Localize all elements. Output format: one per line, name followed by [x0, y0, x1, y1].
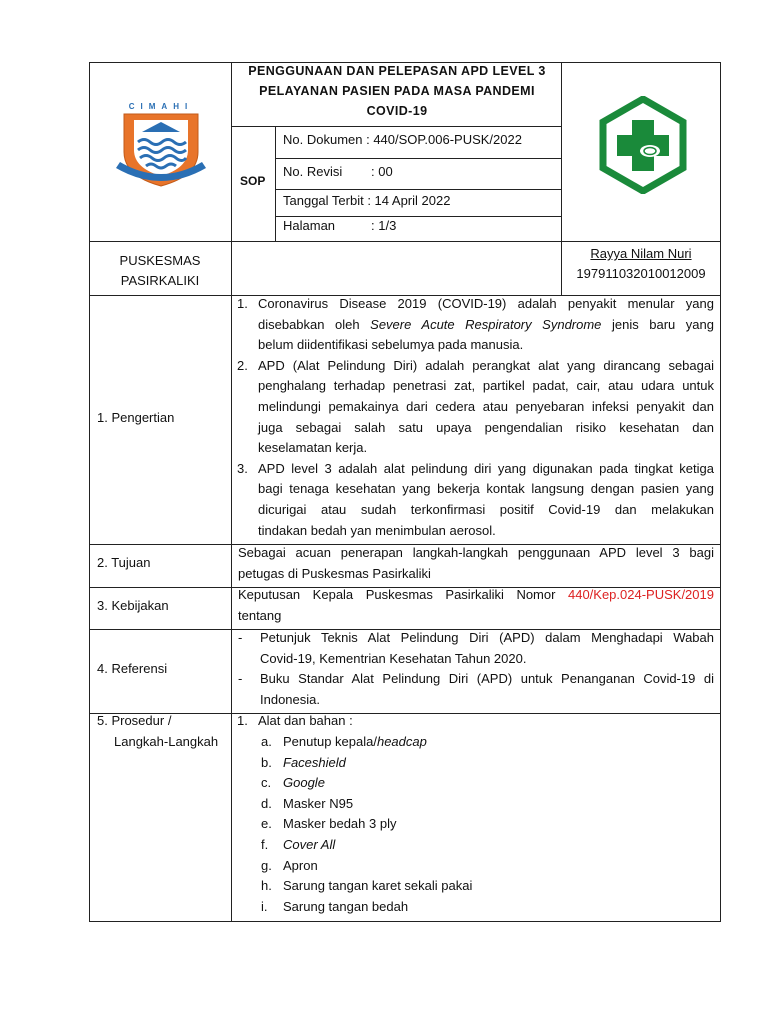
definition-text: disebabkan oleh: [258, 316, 360, 332]
material-item: [261, 876, 472, 897]
definition-item-number: 3.: [237, 460, 248, 476]
revision-value: : 00: [371, 164, 393, 179]
material-letter: c.: [261, 775, 272, 791]
section-label-definition: 1. Pengertian: [97, 410, 175, 425]
material-item: [261, 897, 408, 918]
material-text: Sarung tangan karet sekali pakai: [283, 878, 473, 894]
sop-label: SOP: [240, 174, 266, 188]
material-text: Masker bedah 3 ply: [283, 816, 397, 832]
definition-line: bagi tenaga kesehatan yang bekerja kontak langsung dengan pasien yang: [258, 481, 714, 497]
svg-text:CIMAHI: CIMAHI: [128, 102, 194, 111]
policy-text: Keputusan Kepala Puskesmas Pasirkaliki Nomor: [238, 587, 556, 602]
revision-label: No. Revisi: [283, 164, 343, 179]
section-label-references: 4. Referensi: [97, 661, 168, 676]
definition-text: jenis baru yang: [611, 316, 714, 332]
material-letter: f.: [261, 837, 269, 852]
section-label-procedure-sub: Langkah-Langkah: [114, 734, 219, 749]
institution-name-line1: PUSKESMAS: [119, 253, 201, 268]
definition-line: Coronavirus Disease 2019 (COVID-19) adalah penyakit menular yang: [258, 296, 714, 311]
definition-line: dicurigai atau sudah terkonfirmasi positif Covid-19 dan melakukan: [258, 502, 714, 517]
definition-item-number: 1.: [237, 296, 248, 311]
material-letter: e.: [261, 816, 272, 832]
material-text: Apron: [283, 857, 318, 873]
reference-line: Covid-19, Kementrian Kesehatan Tahun 2020.: [260, 650, 527, 666]
material-letter: d.: [261, 795, 272, 811]
material-item: [261, 753, 346, 774]
material-italic: Cover All: [283, 837, 336, 852]
head-name: Rayya Nilam Nuri: [590, 246, 692, 261]
policy-tail: tentang: [238, 607, 282, 623]
material-item: [261, 794, 353, 815]
material-item: [261, 835, 335, 856]
section-label-purpose: 2. Tujuan: [97, 555, 151, 570]
section-label-procedure: 5. Prosedur /: [97, 713, 172, 728]
material-italic: headcap: [376, 734, 427, 749]
policy-line: [238, 585, 714, 606]
material-text: Penutup kepala/: [283, 734, 377, 749]
procedure-step-title: Alat dan bahan :: [258, 713, 353, 728]
material-text: Sarung tangan bedah: [283, 898, 409, 914]
definition-line: [258, 315, 714, 336]
definition-line: APD level 3 adalah alat pelindung diri yang digunakan pada tingkat ketiga: [258, 460, 714, 476]
material-text: Masker N95: [283, 795, 354, 811]
reference-bullet: -: [238, 671, 243, 687]
definition-line: tindakan bedah yan menimbulan aerosol.: [258, 522, 496, 538]
document-title-line1: PENGGUNAAN DAN PELEPASAN APD LEVEL 3: [248, 64, 546, 78]
head-nip: 197911032010012009: [576, 266, 706, 281]
reference-line: Petunjuk Teknis Alat Pelindung Diri (APD) dalam Menghadapi Wabah: [260, 630, 714, 645]
material-letter: b.: [261, 754, 272, 770]
puskesmas-logo: [594, 96, 692, 194]
page-value: : 1/3: [371, 218, 397, 233]
material-italic: Google: [283, 775, 325, 791]
definition-italic-term: Severe Acute Respiratory Syndrome: [370, 316, 602, 332]
document-title-line2: PELAYANAN PASIEN PADA MASA PANDEMI: [259, 84, 535, 98]
purpose-line: Sebagai acuan penerapan langkah-langkah penggunaan APD level 3 bagi: [238, 545, 714, 560]
material-item: [261, 773, 325, 794]
procedure-step-number: 1.: [237, 713, 248, 728]
definition-line: belum diidentifikasi sebelumya pada manusia.: [258, 337, 524, 353]
policy-decree-number: 440/Kep.024-PUSK/2019: [567, 587, 714, 602]
section-label-policy: 3. Kebijakan: [97, 598, 169, 613]
material-item: [261, 732, 427, 753]
purpose-line: petugas di Puskesmas Pasirkaliki: [238, 565, 431, 581]
material-letter: h.: [261, 878, 272, 894]
material-item: [261, 856, 318, 877]
doc-number: No. Dokumen : 440/SOP.006-PUSK/2022: [283, 132, 522, 147]
material-item: [261, 814, 396, 835]
page-label: Halaman: [283, 218, 336, 233]
material-letter: i.: [261, 898, 268, 914]
definition-line: APD (Alat Pelindung Diri) adalah perangkat alat yang dirancang sebagai: [258, 357, 714, 373]
document-title-line3: COVID-19: [366, 104, 428, 118]
reference-line: Indonesia.: [260, 691, 320, 707]
institution-name-line2: PASIRKALIKI: [120, 273, 200, 288]
definition-line: penghalang terhadap penetrasi zat, partikel padat, cair, atau udara untuk: [258, 378, 714, 394]
definition-line: keselamatan kerja.: [258, 440, 368, 456]
definition-line: melindungi pemakainya dari cedera atau penyebaran infeksi penyakit dan: [258, 399, 714, 414]
issue-date: Tanggal Terbit : 14 April 2022: [283, 193, 451, 208]
material-letter: a.: [261, 734, 272, 749]
reference-line: Buku Standar Alat Pelindung Diri (APD) untuk Penanganan Covid-19 di: [260, 671, 714, 687]
definition-line: juga sebagai salah satu upaya pengendalian risiko kesehatan dan: [258, 419, 714, 435]
material-letter: g.: [261, 857, 272, 873]
definition-item-number: 2.: [237, 357, 248, 373]
reference-bullet: -: [238, 630, 243, 645]
city-logo: [112, 98, 210, 194]
material-italic: Faceshield: [283, 754, 346, 770]
